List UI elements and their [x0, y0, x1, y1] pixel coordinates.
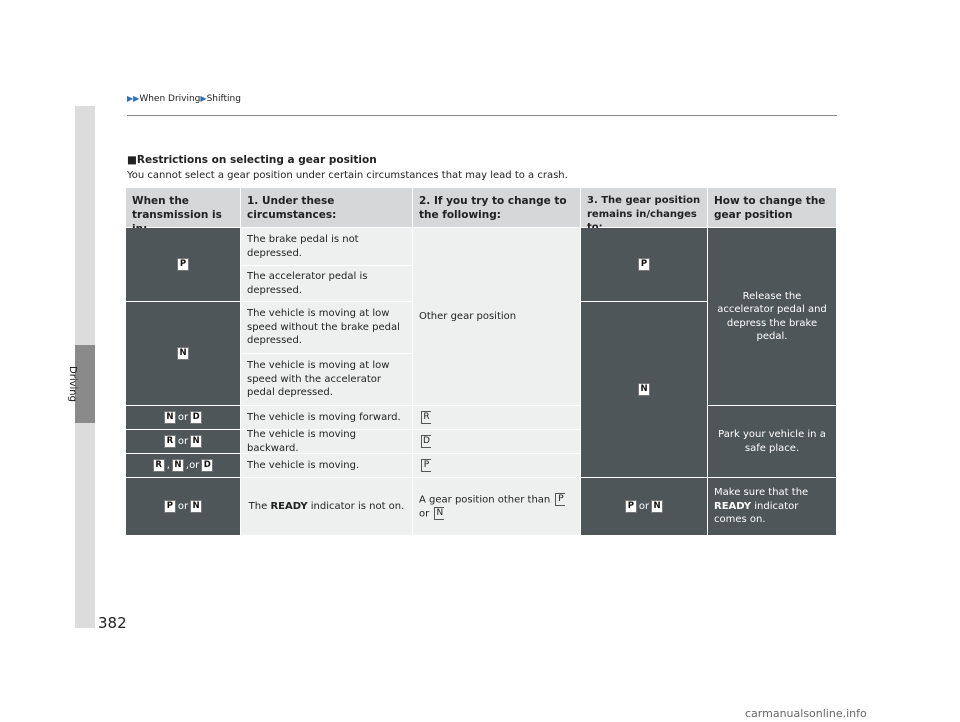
or-text: or: [177, 435, 189, 447]
gear-r-icon: R: [153, 459, 165, 472]
breadcrumb-arrow-icon: ▶: [200, 94, 207, 103]
try-gear-other-than: [413, 478, 580, 535]
watermark: carmanualsonline.info: [745, 707, 867, 720]
gear-p-icon: P: [177, 258, 189, 271]
header-divider: [127, 115, 837, 116]
gear-r-icon: R: [164, 435, 176, 448]
result-gear-p: [581, 228, 707, 301]
result-gear-n: [581, 302, 707, 477]
breadcrumb-item-shifting[interactable]: Shifting: [206, 94, 241, 104]
ready-pre-text: The: [248, 500, 268, 512]
header-transmission: When the transmission is: [126, 188, 240, 227]
gear-p-icon: P: [421, 459, 431, 472]
circ-moving: The vehicle is moving.: [241, 454, 412, 477]
breadcrumb: [127, 94, 241, 104]
header-try-change: 2. If you try to change to the following:: [413, 188, 580, 227]
result-gear-p-or-n: [581, 478, 707, 535]
gear-cell-r-n-or-d: [126, 454, 240, 477]
circ-low-speed-accel: The vehicle is moving at low speed with the accelerator pedal depressed.: [241, 354, 412, 405]
gear-cell-p-or-n: [126, 478, 240, 535]
gear-n-icon: N: [190, 435, 202, 448]
gear-n-icon: N: [638, 383, 650, 396]
try-gear-p: [413, 454, 580, 477]
gear-d-icon: D: [421, 435, 431, 448]
gear-cell-p: [126, 228, 240, 301]
gear-n-icon: N: [190, 500, 202, 513]
how-make-sure-ready: [708, 478, 836, 535]
gear-n-icon: N: [172, 459, 184, 472]
sidebar-tab-driving: [75, 345, 95, 423]
intro-text: You cannot select a gear position under certain circumstances that may lead to a crash.: [127, 170, 568, 181]
ready-word: READY: [270, 500, 308, 512]
restrictions-table: [126, 188, 837, 544]
gear-r-icon: R: [421, 411, 431, 424]
make-sure-pre-text: Make sure that the: [714, 487, 809, 499]
gear-d-icon: D: [201, 459, 213, 472]
or-text: or: [419, 508, 430, 519]
or-text: or: [177, 411, 189, 423]
circ-low-speed-no-brake: The vehicle is moving at low speed without the brake pedal depressed.: [241, 302, 412, 353]
or-text: or: [177, 500, 189, 512]
gear-n-icon: N: [651, 500, 663, 513]
how-release-accel: Release the accelerator pedal and depress the brake pedal.: [708, 228, 836, 405]
try-gear-d: [413, 430, 580, 453]
breadcrumb-arrow-icon: ▶▶: [127, 94, 140, 103]
gear-p-icon: P: [625, 500, 637, 513]
gear-other-than-text: A gear position other than: [419, 494, 551, 505]
circ-brake-not-depressed: The brake pedal is not depressed.: [241, 228, 412, 265]
gear-cell-r-or-n: [126, 430, 240, 453]
or-text: or: [189, 459, 200, 471]
circ-moving-forward: The vehicle is moving forward.: [241, 406, 412, 429]
gear-cell-n-or-d: [126, 406, 240, 429]
or-text: or: [638, 500, 650, 512]
make-sure-post-text: indicator comes on.: [714, 500, 799, 526]
comma-text: ,: [166, 459, 170, 471]
gear-cell-n: [126, 302, 240, 405]
gear-d-icon: D: [190, 411, 202, 424]
header-remains: 3. The gear position remains in/changes: [581, 188, 707, 227]
header-how-change: How to change the gear position: [708, 188, 836, 227]
how-park-safe: Park your vehicle in a safe place.: [708, 406, 836, 477]
page-number: 382: [98, 614, 127, 632]
circ-moving-backward: The vehicle is moving backward.: [241, 430, 412, 453]
comma-text: ,: [185, 459, 190, 471]
gear-p-icon: P: [638, 258, 650, 271]
header-circumstances: 1. Under these circumstances:: [241, 188, 412, 227]
circ-ready-not-on: [241, 478, 412, 535]
ready-post-text: indicator is not on.: [310, 500, 405, 512]
side-label: Driving: [67, 366, 78, 402]
gear-n-icon: N: [434, 507, 444, 520]
try-other-gear: Other gear position: [413, 228, 580, 405]
gear-p-icon: P: [555, 493, 565, 506]
gear-p-icon: P: [164, 500, 176, 513]
breadcrumb-item-when-driving[interactable]: When Driving: [139, 94, 201, 104]
section-title: ■Restrictions on selecting a gear position: [127, 154, 377, 166]
ready-word: READY: [714, 500, 752, 512]
try-gear-r: [413, 406, 580, 429]
gear-n-icon: N: [164, 411, 176, 424]
gear-n-icon: N: [177, 347, 189, 360]
circ-accel-depressed: The accelerator pedal is depressed.: [241, 266, 412, 301]
